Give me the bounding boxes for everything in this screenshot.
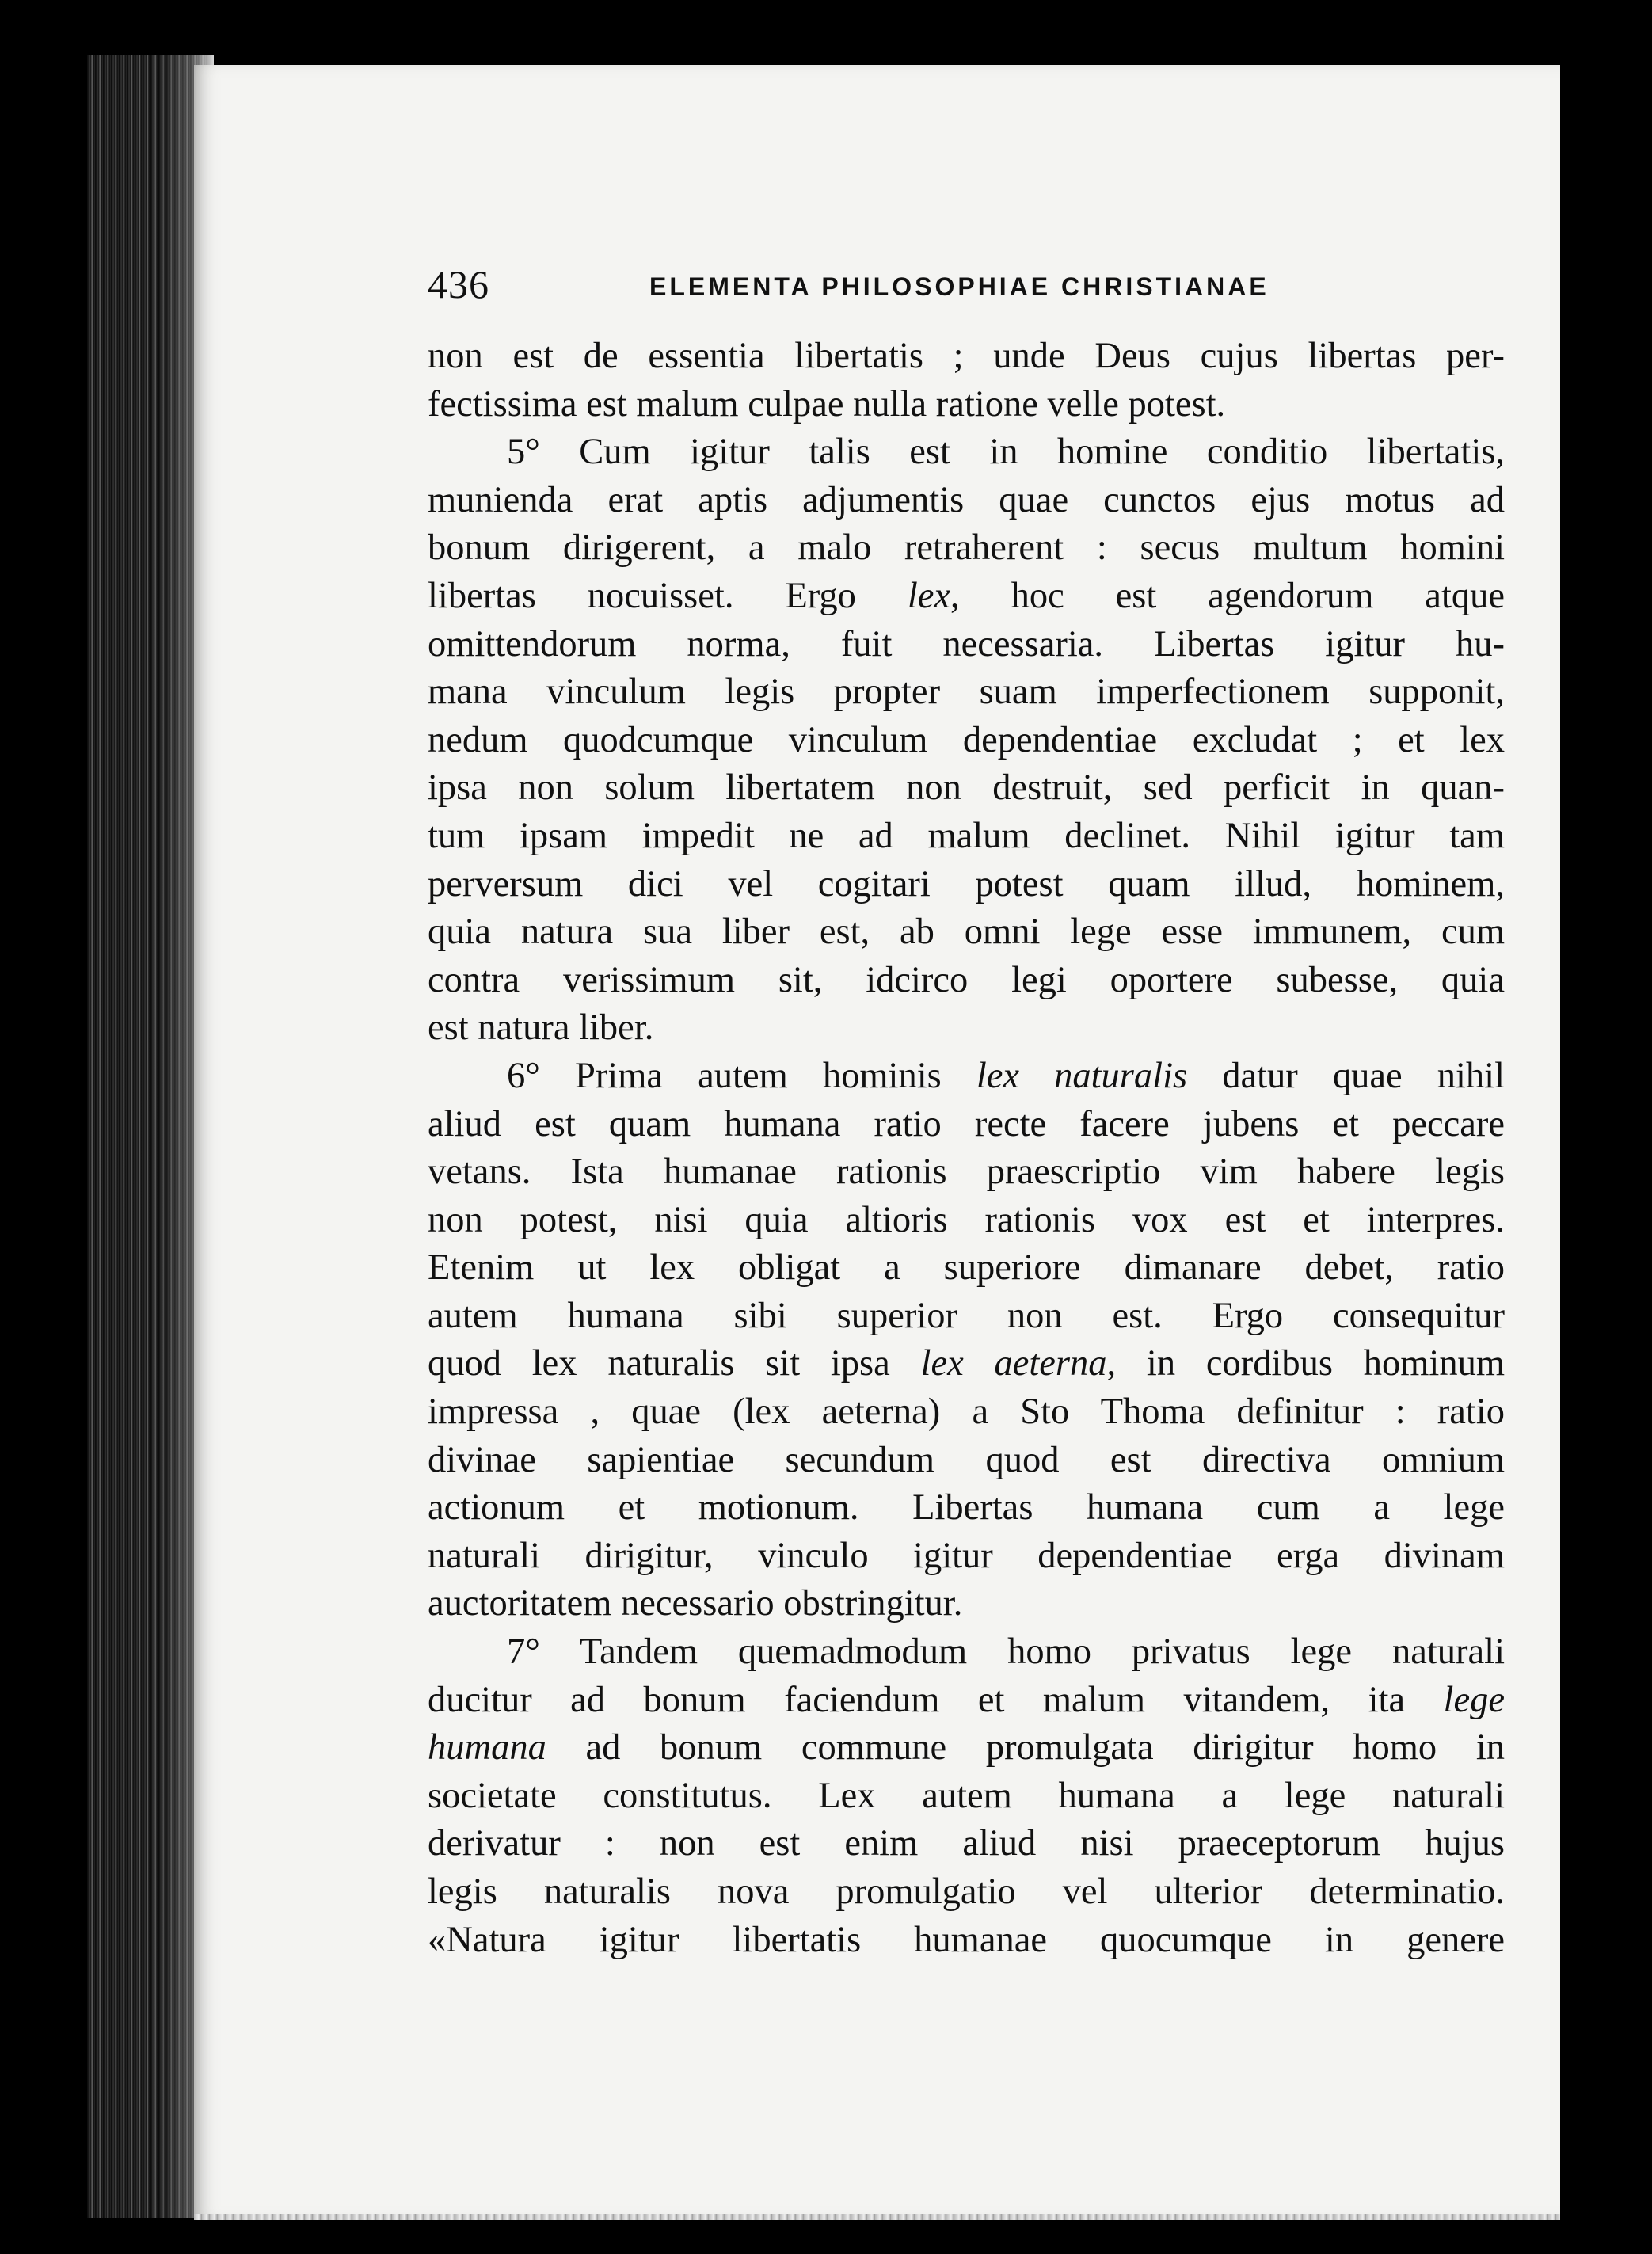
text-line: impressa , quae (lex aeterna) a Sto Thoma definitur : ratio — [428, 1392, 1505, 1433]
text-line: ipsa non solum libertatem non destruit, sed perficit in quan- — [428, 767, 1505, 809]
text-line: auctoritatem necessario obstringitur. — [428, 1583, 963, 1624]
text-line: aliud est quam humana ratio recte facere jubens et peccare — [428, 1103, 1505, 1144]
body-text — [428, 333, 1505, 1964]
text-line: tum ipsam impedit ne ad malum declinet. Nihil igitur tam — [428, 815, 1505, 856]
page-header — [428, 261, 1521, 317]
text-line: fectissima est malum culpae nulla ratione velle potest. — [428, 383, 1226, 425]
text-line: derivatur : non est enim aliud nisi praeceptorum hujus — [428, 1823, 1505, 1864]
text-line: «Natura igitur libertatis humanae quocumque in genere — [428, 1919, 1505, 1960]
running-title: ELEMENTA PHILOSOPHIAE CHRISTIANAE — [649, 272, 1269, 301]
text-line: perversum dici vel cogitari potest quam illud, hominem, — [428, 863, 1505, 904]
text-line: autem humana sibi superior non est. Ergo consequitur — [428, 1295, 1505, 1336]
text-line: divinae sapientiae secundum quod est directiva omnium — [428, 1439, 1505, 1480]
text-line: nedum quodcumque vinculum dependentiae excludat ; et lex — [428, 719, 1505, 760]
text-line: quod lex naturalis sit ipsa lex aeterna, in cordibus hominum — [428, 1343, 1505, 1384]
text-line: non est de essentia libertatis ; unde Deus cujus libertas per- — [428, 336, 1505, 376]
text-line: 5° Cum igitur talis est in homine conditio libertatis, — [507, 432, 1505, 473]
page-number: 436 — [428, 262, 489, 306]
text-line: actionum et motionum. Libertas humana cum a lege — [428, 1487, 1505, 1529]
text-line: omittendorum norma, fuit necessaria. Libertas igitur hu- — [428, 623, 1505, 664]
text-line: ducitur ad bonum faciendum et malum vitandem, ita lege — [428, 1679, 1505, 1720]
text-line: libertas nocuisset. Ergo lex, hoc est agendorum atque — [428, 575, 1505, 616]
text-line: Etenim ut lex obligat a superiore dimanare debet, ratio — [428, 1247, 1505, 1289]
text-line: bonum dirigerent, a malo retraherent : secus multum homini — [428, 527, 1505, 569]
text-line: munienda erat aptis adjumentis quae cunctos ejus motus ad — [428, 479, 1505, 520]
text-line: 7° Tandem quemadmodum homo privatus lege naturali — [507, 1631, 1505, 1673]
text-line: vetans. Ista humanae rationis praescriptio vim habere legis — [428, 1152, 1505, 1193]
text-line: 6° Prima autem hominis lex naturalis datur quae nihil — [507, 1055, 1505, 1096]
page-stack-edge — [194, 2214, 1560, 2220]
text-line: contra verissimum sit, idcirco legi oportere subesse, quia — [428, 959, 1505, 1000]
text-line: societate constitutus. Lex autem humana a lege naturali — [428, 1775, 1505, 1816]
text-line: humana ad bonum commune promulgata dirigitur homo in — [428, 1727, 1505, 1769]
text-line: legis naturalis nova promulgatio vel ulterior determinatio. — [428, 1871, 1505, 1912]
text-line: est natura liber. — [428, 1007, 654, 1049]
text-line: mana vinculum legis propter suam imperfectionem supponit, — [428, 672, 1505, 713]
text-line: quia natura sua liber est, ab omni lege esse immunem, cum — [428, 912, 1505, 953]
text-line: naturali dirigitur, vinculo igitur dependentiae erga divinam — [428, 1535, 1505, 1576]
text-line: non potest, nisi quia altioris rationis vox est et interpres. — [428, 1199, 1505, 1240]
